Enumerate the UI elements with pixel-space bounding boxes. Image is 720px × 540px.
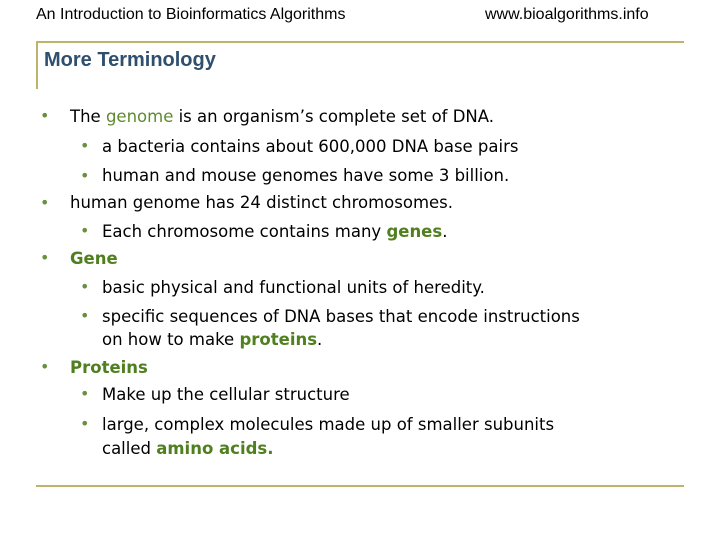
content-line	[102, 385, 350, 405]
line-text: is an organism’s complete set of DNA.	[173, 107, 495, 126]
highlight-term: Gene	[70, 249, 118, 268]
line-text: .	[317, 330, 323, 349]
highlight-term: amino acids.	[156, 439, 274, 458]
slide-title: More Terminology	[44, 49, 216, 71]
line-text: Make up the cellular structure	[102, 385, 350, 404]
content-line	[102, 439, 274, 459]
line-text: The	[70, 107, 106, 126]
bullet-icon: •	[80, 306, 90, 325]
bullet-icon: •	[40, 357, 50, 376]
highlight-term: genes	[386, 222, 443, 241]
line-text: human genome has 24 distinct chromosomes.	[70, 193, 454, 212]
line-text: called	[102, 439, 157, 458]
highlight-term: genome	[105, 107, 174, 126]
content-line	[102, 415, 554, 435]
line-text: Each chromosome contains many	[102, 222, 387, 241]
content-line	[70, 358, 148, 378]
highlight-term: Proteins	[70, 358, 148, 377]
bullet-icon: •	[40, 106, 50, 125]
bottom-rule	[36, 485, 684, 487]
line-text: human and mouse genomes have some 3 billion.	[102, 166, 510, 185]
bullet-icon: •	[80, 221, 90, 240]
line-text: a bacteria contains about 600,000 DNA base pairs	[102, 137, 519, 156]
bullet-icon: •	[80, 384, 90, 403]
slide-header-right: www.bioalgorithms.info	[485, 6, 649, 23]
line-text: on how to make	[102, 330, 240, 349]
content-line	[102, 222, 447, 242]
bullet-icon: •	[80, 136, 90, 155]
content-line	[102, 307, 580, 327]
bullet-icon: •	[80, 166, 90, 185]
line-text: basic physical and functional units of heredity.	[102, 278, 485, 297]
content-line	[102, 137, 518, 157]
bullet-icon: •	[40, 193, 50, 212]
bullet-icon: •	[80, 277, 90, 296]
content-line	[70, 249, 118, 269]
content-line	[102, 330, 322, 350]
content-line	[70, 193, 453, 213]
content-line	[70, 107, 494, 127]
content-line	[102, 166, 509, 186]
content-line	[102, 278, 485, 298]
slide-header-left: An Introduction to Bioinformatics Algorithms	[36, 6, 346, 23]
line-text: .	[442, 222, 448, 241]
highlight-term: proteins	[239, 330, 318, 349]
bullet-icon: •	[80, 414, 90, 433]
line-text: specific sequences of DNA bases that encode instructions	[102, 307, 580, 326]
line-text: large, complex molecules made up of smaller subunits	[102, 415, 555, 434]
bullet-icon: •	[40, 248, 50, 267]
